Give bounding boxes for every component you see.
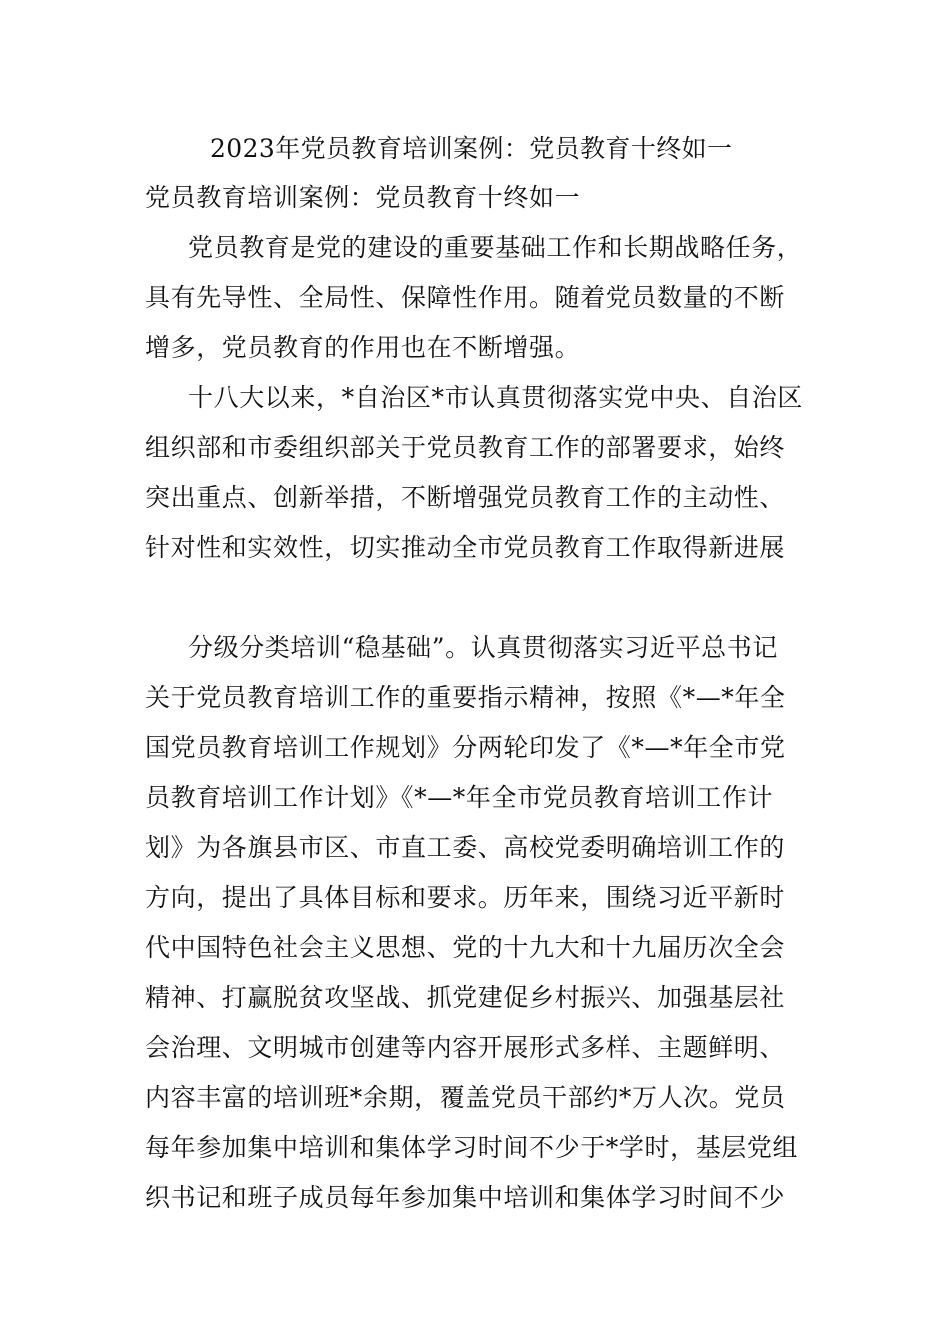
- paragraph-line: 织书记和班子成员每年参加集中培训和集体学习时间不少: [145, 1183, 786, 1212]
- paragraph-line: 增多，党员教育的作用也在不断增强。: [145, 333, 581, 362]
- paragraph-line: 方向，提出了具体目标和要求。历年来，围绕习近平新时: [145, 883, 786, 912]
- document-title: 2023年党员教育培训案例：党员教育十终如一: [210, 134, 733, 163]
- paragraph-line: 针对性和实效性，切实推动全市党员教育工作取得新进展: [145, 533, 786, 562]
- paragraph-line: 划》为各旗县市区、市直工委、高校党委明确培训工作的: [145, 833, 786, 862]
- paragraph-line: 国党员教育培训工作规划》分两轮印发了《*—*年全市党: [145, 733, 786, 762]
- paragraph-line: 党员教育是党的建设的重要基础工作和长期战略任务，: [188, 233, 803, 262]
- paragraph-line: 内容丰富的培训班*余期，覆盖党员干部约*万人次。党员: [145, 1083, 786, 1112]
- document-subtitle: 党员教育培训案例：党员教育十终如一: [145, 183, 581, 212]
- paragraph-line: 会治理、文明城市创建等内容开展形式多样、主题鲜明、: [145, 1033, 786, 1062]
- paragraph-line: 员教育培训工作计划》《*—*年全市党员教育培训工作计: [145, 783, 774, 812]
- paragraph-line: 组织部和市委组织部关于党员教育工作的部署要求，始终: [145, 433, 786, 462]
- paragraph-line: 十八大以来，*自治区*市认真贯彻落实党中央、自治区: [188, 383, 804, 412]
- paragraph-line: 分级分类培训“稳基础”。认真贯彻落实习近平总书记: [188, 633, 778, 662]
- paragraph-line: 具有先导性、全局性、保障性作用。随着党员数量的不断: [145, 283, 786, 312]
- paragraph-line: 精神、打赢脱贫攻坚战、抓党建促乡村振兴、加强基层社: [145, 983, 786, 1012]
- paragraph-line: 突出重点、创新举措，不断增强党员教育工作的主动性、: [145, 483, 786, 512]
- paragraph-line: 代中国特色社会主义思想、党的十九大和十九届历次全会: [145, 933, 786, 962]
- paragraph-line: 每年参加集中培训和集体学习时间不少于*学时，基层党组: [145, 1133, 799, 1162]
- paragraph-line: 关于党员教育培训工作的重要指示精神，按照《*—*年全: [145, 683, 786, 712]
